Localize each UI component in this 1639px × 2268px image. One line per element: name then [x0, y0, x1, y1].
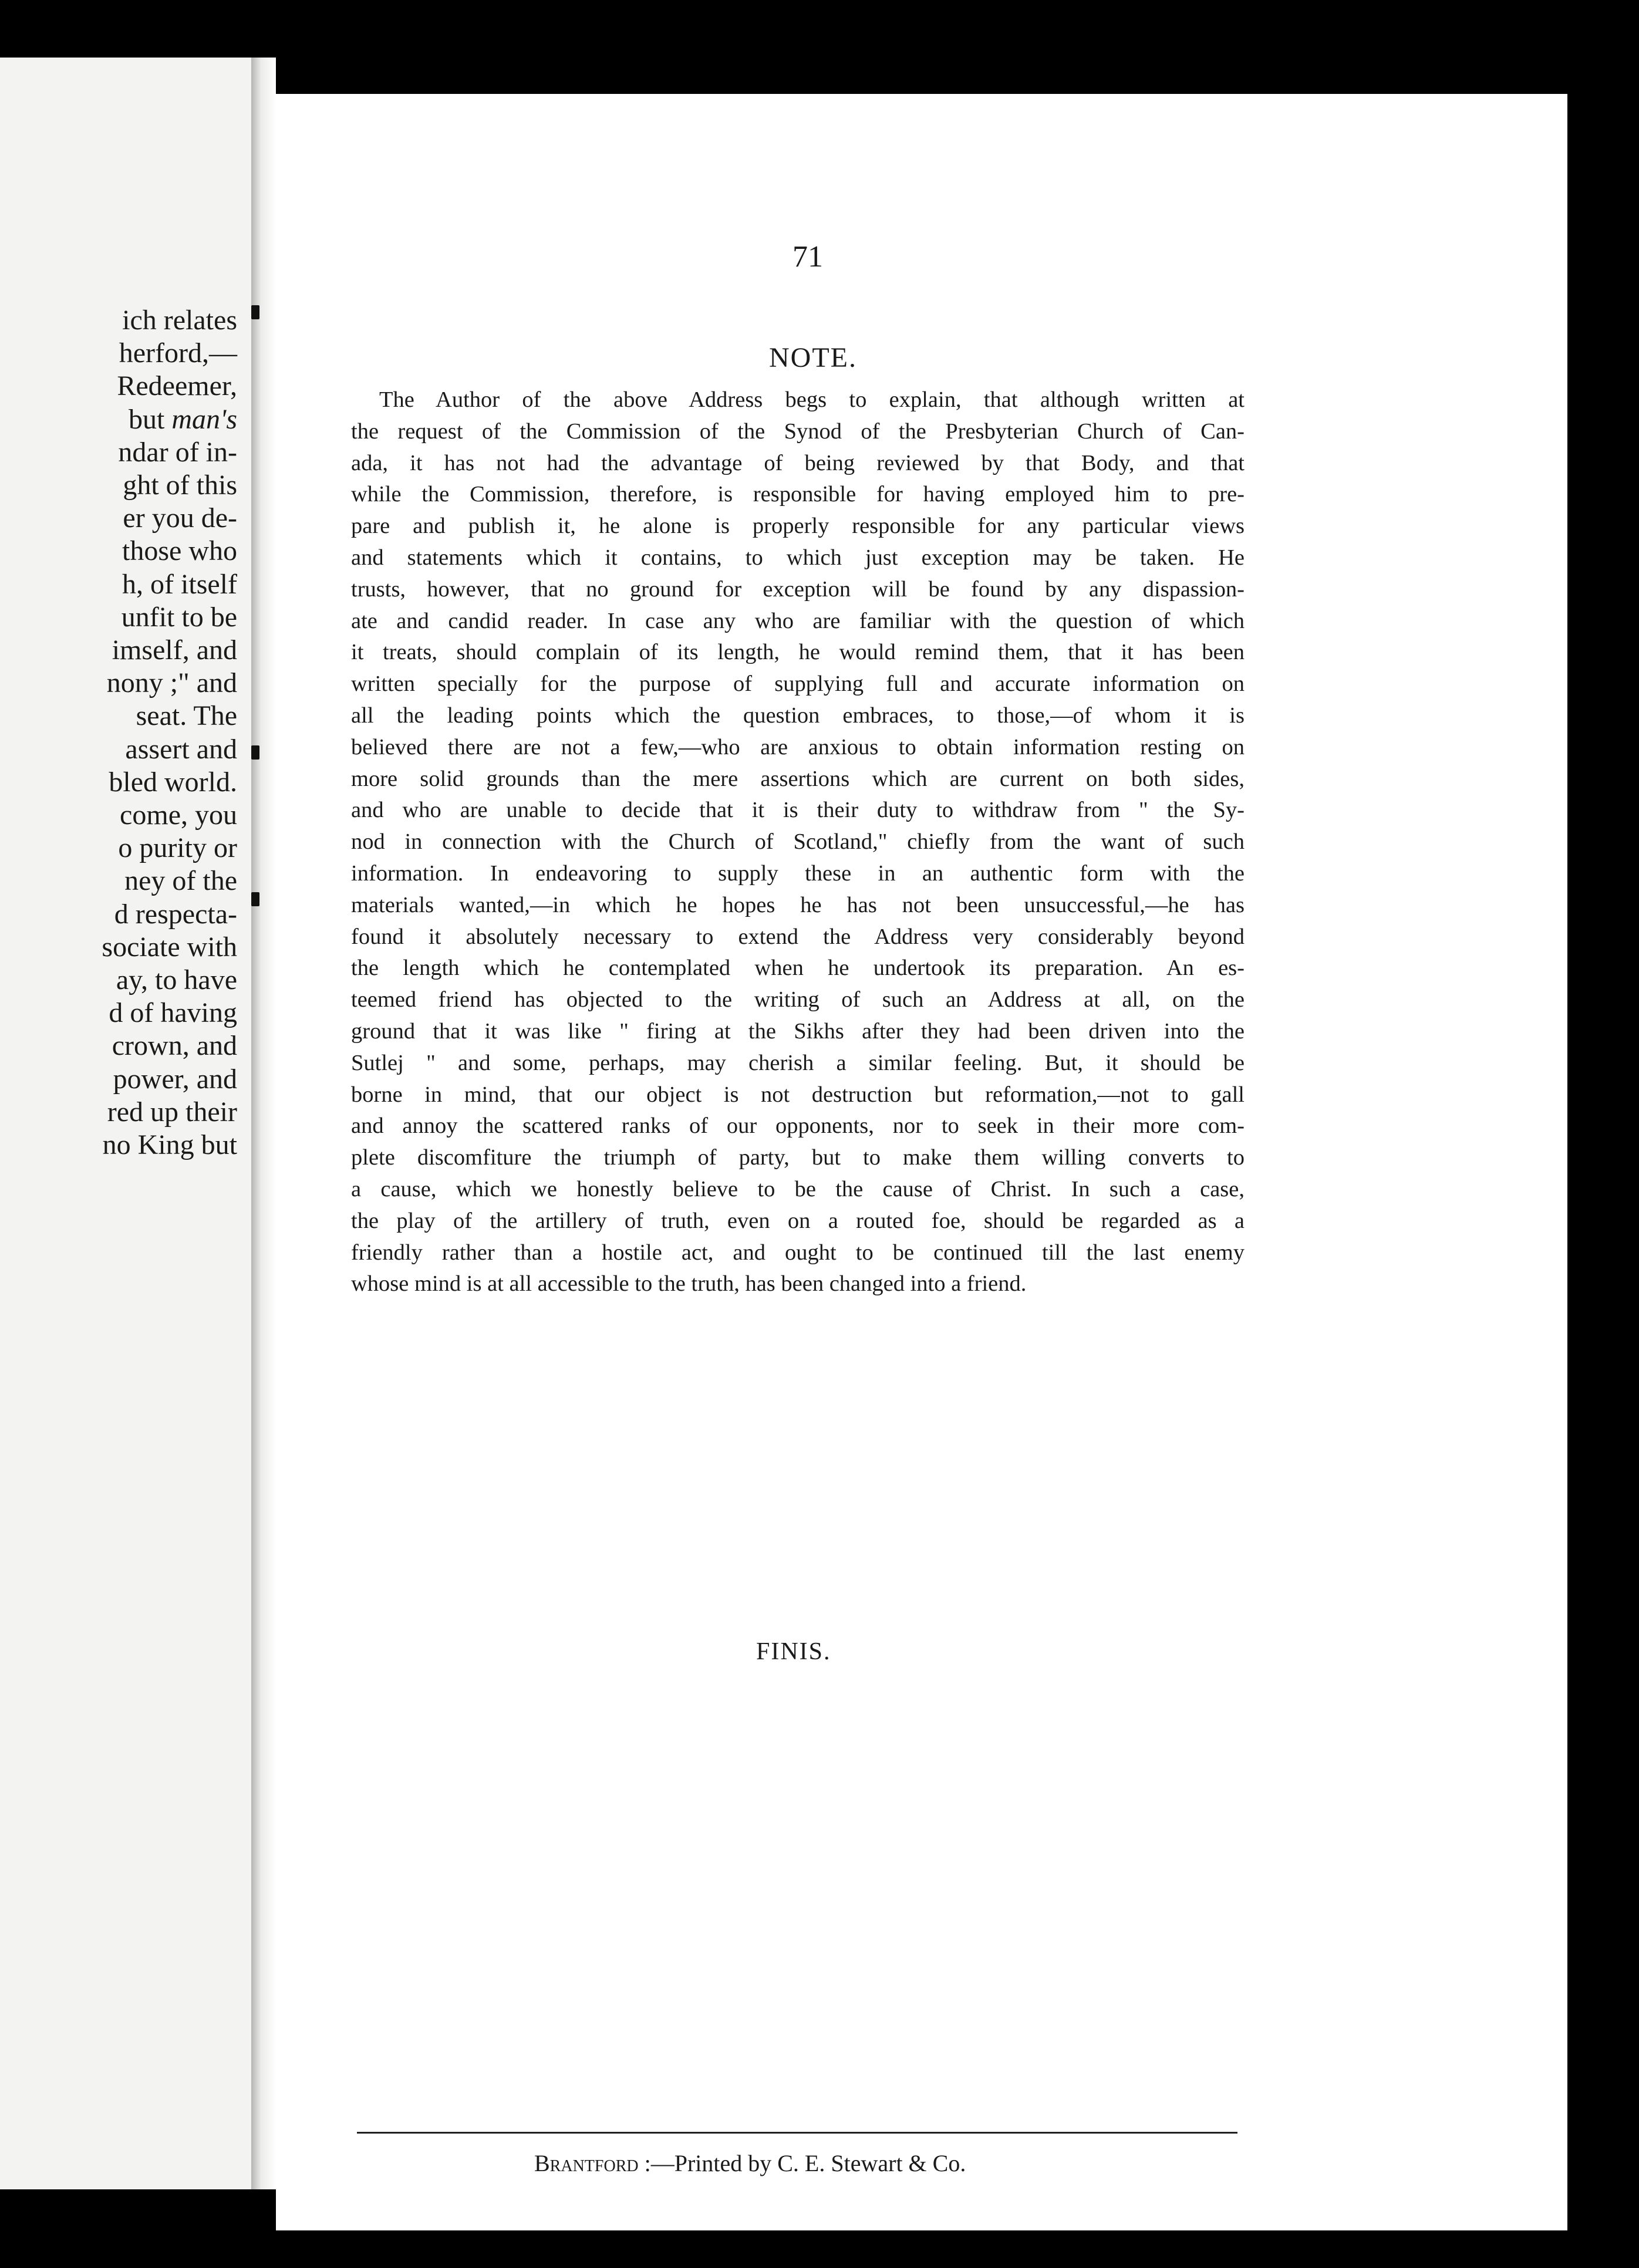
left-page — [0, 58, 251, 2189]
note-line: whose mind is at all accessible to the truth, has been changed into a friend. — [351, 1271, 1027, 1297]
left-page-line: unfit to be — [121, 601, 237, 633]
left-page-line: those who — [122, 535, 237, 567]
left-page-line: no King but — [102, 1129, 237, 1161]
note-line: and who are unable to decide that it is their duty to withdraw from " the Sy- — [351, 798, 1245, 823]
left-page-line: imself, and — [112, 635, 237, 666]
left-page-line: d of having — [109, 997, 237, 1029]
left-page-line: nony ;" and — [106, 667, 237, 699]
left-page-line: seat. The — [136, 700, 237, 732]
left-page-line: herford,— — [119, 338, 237, 369]
left-page-line: come, you — [120, 799, 237, 831]
note-line: materials wanted,—in which he hopes he has not been unsuccessful,—he has — [351, 892, 1245, 917]
left-page-line: ndar of in- — [118, 436, 237, 468]
left-page-text — [102, 304, 237, 1162]
left-page-line: o purity or — [118, 832, 237, 864]
imprint — [534, 2149, 966, 2177]
note-line: nod in connection with the Church of Scotland," chiefly from the want of such — [351, 829, 1245, 855]
binding-mark — [251, 305, 259, 319]
note-line: trusts, however, that no ground for exception will be found by any dispassion- — [351, 576, 1245, 602]
left-page-line: h, of itself — [122, 568, 237, 600]
binding-mark — [251, 745, 259, 760]
note-line: the request of the Commission of the Synod of the Presbyterian Church of Can- — [351, 419, 1245, 444]
footer-rule — [357, 2132, 1237, 2134]
binding-mark — [251, 892, 259, 906]
note-line: borne in mind, that our object is not destruction but reformation,—not to gall — [351, 1082, 1245, 1107]
note-line: friendly rather than a hostile act, and ought to be continued till the last enemy — [351, 1240, 1245, 1265]
left-page-line: but man's — [129, 403, 237, 435]
note-line: it treats, should complain of its length, he would remind them, that it has been — [351, 640, 1245, 665]
note-line: written specially for the purpose of supplying full and accurate information on — [351, 671, 1245, 697]
left-page-line: er you de- — [123, 502, 237, 534]
note-line: the length which he contemplated when he undertook its preparation. An es- — [351, 956, 1245, 981]
note-line: The Author of the above Address begs to explain, that although written at — [379, 387, 1245, 412]
left-page-line: ay, to have — [116, 964, 237, 996]
left-page-line: power, and — [113, 1063, 237, 1095]
note-line: information. In endeavoring to supply these in an authentic form with the — [351, 860, 1245, 886]
note-line: pare and publish it, he alone is properly responsible for any particular views — [351, 514, 1245, 539]
left-page-line: d respecta- — [114, 898, 237, 930]
note-line: ada, it has not had the advantage of being reviewed by that Body, and that — [351, 450, 1245, 475]
book-gutter — [251, 58, 276, 2189]
note-line: ate and candid reader. In case any who are familiar with the question of which — [351, 608, 1245, 633]
note-line: all the leading points which the question embraces, to those,—of whom it is — [351, 703, 1245, 728]
right-page — [276, 94, 1567, 2230]
note-line: ground that it was like " firing at the Sikhs after they had been driven into the — [351, 1018, 1245, 1044]
note-line: believed there are not a few,—who are anxious to obtain information resting on — [351, 734, 1245, 760]
left-page-line: sociate with — [102, 931, 237, 963]
imprint-place: Brantford — [534, 2150, 639, 2176]
note-line: and statements which it contains, to which just exception may be taken. He — [351, 545, 1245, 570]
note-line: more solid grounds than the mere assertions which are current on both sides, — [351, 766, 1245, 791]
note-body — [351, 384, 1245, 1300]
imprint-printer: :—Printed by C. E. Stewart & Co. — [638, 2150, 966, 2176]
left-page-line: assert and — [125, 733, 237, 765]
note-line: the play of the artillery of truth, even on a routed foe, should be regarded as a — [351, 1208, 1245, 1233]
note-heading: NOTE. — [769, 342, 857, 373]
left-page-line: Redeemer, — [117, 370, 237, 402]
finis-label: FINIS. — [756, 1638, 831, 1665]
left-page-line: ney of the — [124, 865, 237, 897]
note-line: teemed friend has objected to the writing of such an Address at all, on the — [351, 987, 1245, 1013]
note-line: plete discomfiture the triumph of party, but to make them willing converts to — [351, 1145, 1245, 1170]
left-page-line: ich relates — [122, 305, 237, 336]
note-line: found it absolutely necessary to extend the Address very considerably beyond — [351, 924, 1245, 949]
note-line: Sutlej " and some, perhaps, may cherish a similar feeling. But, it should be — [351, 1050, 1245, 1075]
page-number: 71 — [792, 240, 823, 274]
note-line: a cause, which we honestly believe to be the cause of Christ. In such a case, — [351, 1176, 1245, 1202]
left-page-line: ght of this — [123, 470, 237, 501]
note-line: while the Commission, therefore, is responsible for having employed him to pre- — [351, 482, 1245, 507]
note-line: and annoy the scattered ranks of our opponents, nor to seek in their more com- — [351, 1113, 1245, 1139]
left-page-line: red up their — [107, 1096, 237, 1128]
left-page-line: bled world. — [109, 766, 237, 798]
left-page-line: crown, and — [112, 1030, 237, 1062]
